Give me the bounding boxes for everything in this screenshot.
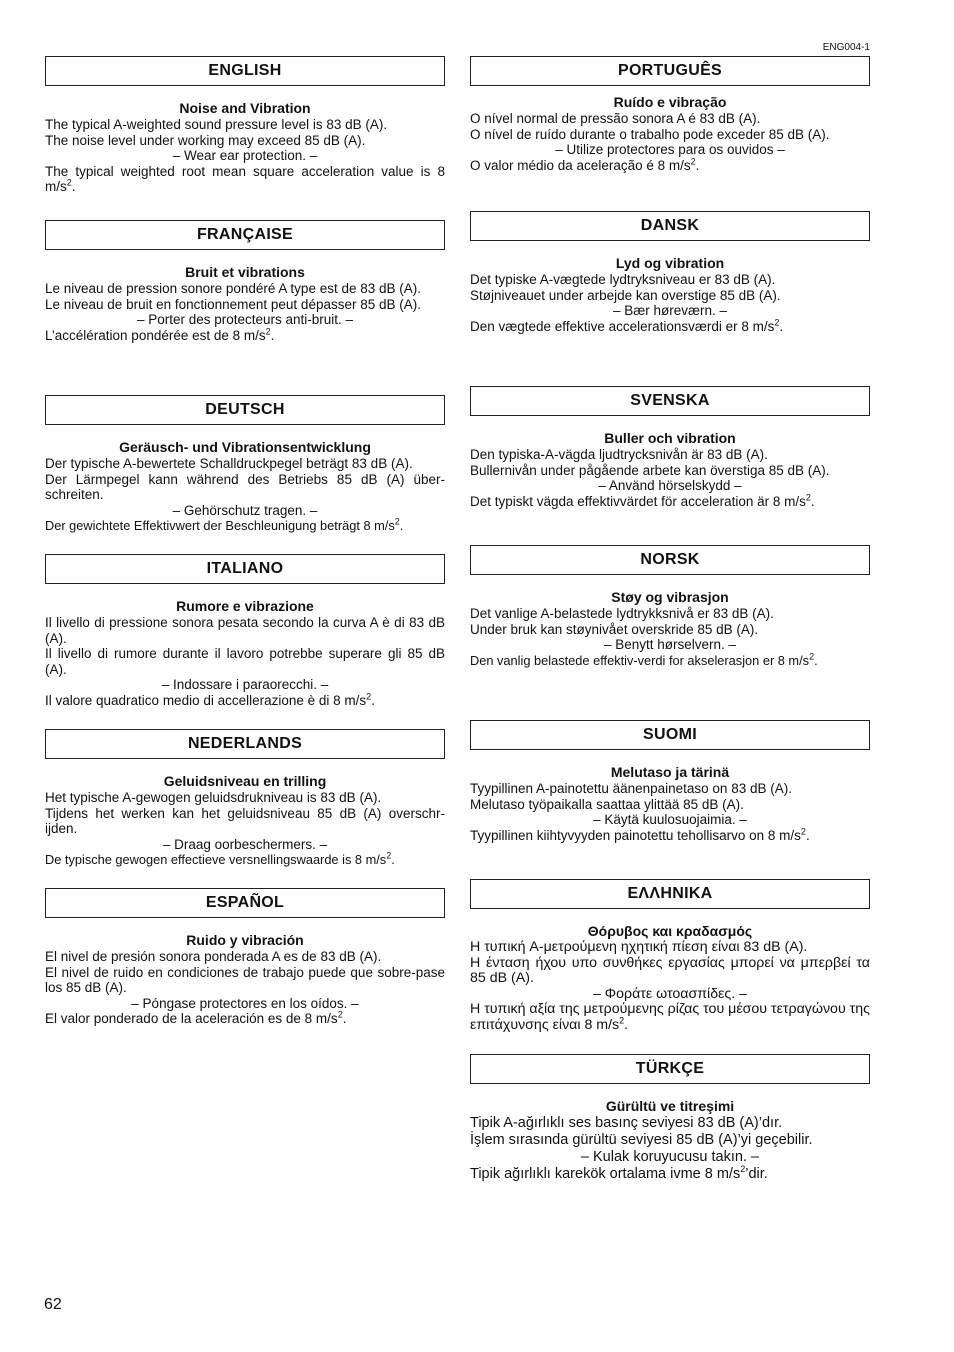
text-line: O nível normal de pressão sonora A é 83 dB (A). bbox=[470, 111, 761, 126]
text-line: Il livello di rumore durante il lavoro potrebbe superare gli 85 dB (A). bbox=[45, 646, 445, 677]
text-line: – Utilize protectores para os ouvidos – bbox=[555, 142, 785, 158]
text-line: Den vægtede effektive accelerationsværdi er 8 $m/s^2$. bbox=[470, 317, 784, 334]
text-line: Det typiskt vägda effektivvärdet för acceleration är 8 $m/s^2$. bbox=[470, 492, 815, 509]
section-subtitle: Θόρυβος και κραδασμός bbox=[587, 923, 753, 939]
text-line: Den vanlig belastede effektiv-verdi for akselerasjon er 8 $m/s^2$. bbox=[470, 651, 818, 668]
text-line: Støjniveauet under arbejde kan overstige 85 dB (A). bbox=[470, 287, 781, 303]
section-subtitle: Noise and Vibration bbox=[179, 100, 311, 116]
section-subtitle: Ruído e vibração bbox=[613, 94, 727, 110]
text-line: El nivel de ruido en condiciones de trabajo puede que sobre-pase los 85 dB (A). bbox=[45, 964, 445, 996]
section-espanol bbox=[45, 888, 445, 1027]
section-english bbox=[45, 56, 445, 195]
text-line: El nivel de presión sonora ponderada A es de 83 dB (A). bbox=[45, 949, 382, 964]
text-line: The typical weighted root mean square acceleration value is 8 $m/s^2$. bbox=[45, 163, 445, 195]
text-line: Bullernivån under pågående arbete kan överstiga 85 dB (A). bbox=[470, 462, 830, 478]
text-line: El valor ponderado de la aceleración es de 8 $m/s^2$. bbox=[45, 1009, 347, 1027]
text-line: Der typische A-bewertete Schalldruckpegel beträgt 83 dB (A). bbox=[45, 456, 413, 471]
section-subtitle: Melutaso ja tärinä bbox=[610, 764, 730, 780]
section-subtitle: Geluidsniveau en trilling bbox=[163, 773, 327, 789]
text-line: L’accélération pondérée est de 8 $m/s^2$. bbox=[45, 326, 275, 343]
section-subtitle: Gürültü ve titreşimi bbox=[605, 1098, 735, 1114]
section-suomi bbox=[470, 720, 870, 843]
page-number: 62 bbox=[44, 1296, 62, 1313]
section-norsk bbox=[470, 545, 870, 668]
text-line: The noise level under working may exceed 85 dB (A). bbox=[45, 132, 366, 148]
section-deutsch bbox=[45, 395, 445, 534]
section-heading: FRANÇAISE bbox=[45, 220, 445, 250]
text-line: Η ένταση ήχου υπο συνθήκες εργασίας μπορεί να μπερβεί τα 85 dB (A). bbox=[470, 954, 870, 987]
text-line: Det typiske A-vægtede lydtryksniveau er 83 dB (A). bbox=[470, 272, 776, 287]
section-ellinika bbox=[470, 879, 870, 1034]
section-subtitle: Ruido y vibración bbox=[186, 932, 304, 948]
text-line: O valor médio da aceleração é 8 $m/s^2$. bbox=[470, 156, 700, 173]
section-subtitle: Støy og vibrasjon bbox=[611, 589, 729, 605]
section-subtitle: Bruit et vibrations bbox=[185, 264, 305, 280]
text-line: Under bruk kan støynivået overskride 85 dB (A). bbox=[470, 621, 759, 637]
text-line: Der Lärmpegel kann während des Betriebs 85 dB (A) über-schreiten. bbox=[45, 471, 445, 503]
text-line: Melutaso työpaikalla saattaa ylittää 85 dB (A). bbox=[470, 796, 744, 812]
section-nederlands bbox=[45, 729, 445, 868]
section-italiano bbox=[45, 554, 445, 709]
section-heading: SVENSKA bbox=[470, 386, 870, 416]
text-line: Den typiska-A-vägda ljudtrycksnivån är 83 dB (A). bbox=[470, 447, 768, 462]
section-francaise bbox=[45, 220, 445, 343]
text-line: Tyypillinen A-painotettu äänenpainetaso on 83 dB (A). bbox=[470, 781, 792, 796]
section-svenska bbox=[470, 386, 870, 509]
text-line: Der gewichtete Effektivwert der Beschleunigung beträgt 8 $m/s^2$. bbox=[45, 517, 404, 534]
text-line: – Käytä kuulosuojaimia. – bbox=[593, 812, 747, 828]
section-subtitle: Rumore e vibrazione bbox=[176, 598, 314, 614]
document-code: ENG004-1 bbox=[822, 42, 870, 53]
text-line: Het typische A-gewogen geluidsdrukniveau is 83 dB (A). bbox=[45, 790, 382, 805]
section-heading: NEDERLANDS bbox=[45, 729, 445, 759]
section-heading: PORTUGUÊS bbox=[470, 56, 870, 86]
text-line: De typische gewogen effectieve versnellingswaarde is 8 $m/s^2$. bbox=[45, 851, 395, 868]
section-heading: ESPAÑOL bbox=[45, 888, 445, 918]
text-line: Il livello di pressione sonora pesata secondo la curva A è di 83 dB (A). bbox=[45, 615, 445, 646]
text-line: – Draag oorbeschermers. – bbox=[162, 836, 328, 852]
text-line: – Använd hörselskydd – bbox=[598, 478, 742, 494]
text-line: Le niveau de bruit en fonctionnement peut dépasser 85 dB (A). bbox=[45, 296, 421, 312]
section-heading: DANSK bbox=[470, 211, 870, 241]
text-line: – Gehörschutz tragen. – bbox=[172, 502, 318, 518]
text-line: Tipik A-ağırlıklı ses basınç seviyesi 83 dB (A)’dır. bbox=[470, 1115, 783, 1131]
text-line: Le niveau de pression sonore pondéré A type est de 83 dB (A). bbox=[45, 281, 422, 296]
section-heading: ΕΛΛΗΝΙΚΑ bbox=[470, 879, 870, 909]
section-heading: ITALIANO bbox=[45, 554, 445, 584]
text-line: – Wear ear protection. – bbox=[172, 148, 318, 164]
text-line: Tijdens het werken kan het geluidsniveau 85 dB (A) overschr-ijden. bbox=[45, 805, 445, 837]
section-turkce bbox=[470, 1054, 870, 1183]
section-heading: SUOMI bbox=[470, 720, 870, 750]
text-line: – Kulak koruyucusu takın. – bbox=[580, 1149, 760, 1165]
text-line: İşlem sırasında gürültü seviyesi 85 dB (A)’yi geçebilir. bbox=[470, 1132, 813, 1148]
text-line: Η τυπική A-μετρούμενη ηχητική πίεση είναι 83 dB (A). bbox=[470, 939, 808, 955]
text-line: Il valore quadratico medio di accellerazione è di 8 $m/s^2$. bbox=[45, 691, 375, 708]
text-line: – Bær høreværn. – bbox=[612, 303, 728, 319]
text-line: Det vanlige A-belastede lydtrykksnivå er 83 dB (A). bbox=[470, 606, 774, 621]
section-subtitle: Lyd og vibration bbox=[615, 255, 725, 271]
section-heading: NORSK bbox=[470, 545, 870, 575]
text-line: – Φοράτε ωτοασπίδες. – bbox=[592, 985, 748, 1002]
text-line: – Porter des protecteurs anti-bruit. – bbox=[136, 312, 354, 328]
text-line: – Indossare i paraorecchi. – bbox=[161, 677, 329, 693]
text-line: – Póngase protectores en los oídos. – bbox=[131, 995, 359, 1011]
text-line: – Benytt hørselvern. – bbox=[603, 637, 737, 653]
section-heading: ENGLISH bbox=[45, 56, 445, 86]
section-subtitle: Buller och vibration bbox=[604, 430, 736, 446]
text-line: O nível de ruído durante o trabalho pode exceder 85 dB (A). bbox=[470, 126, 830, 142]
text-line: The typical A-weighted sound pressure level is 83 dB (A). bbox=[45, 117, 388, 132]
text-line: Η τυπική αξία της μετρούμενης ρίζας του μέσου τετραγώνου της επιτάχυνσης είναι 8 $m/s^2$. bbox=[470, 1001, 870, 1033]
section-heading: TÜRKÇE bbox=[470, 1054, 870, 1084]
section-subtitle: Geräusch- und Vibrationsentwicklung bbox=[119, 439, 371, 455]
text-line: Tyypillinen kiihtyvyyden painotettu tehollisarvo on 8 $m/s^2$. bbox=[470, 826, 810, 843]
section-dansk bbox=[470, 211, 870, 334]
section-portugues bbox=[470, 56, 870, 173]
section-heading: DEUTSCH bbox=[45, 395, 445, 425]
text-line: Tipik ağırlıklı karekök ortalama ivme 8 $m/s^2’dir$. bbox=[470, 1164, 768, 1182]
